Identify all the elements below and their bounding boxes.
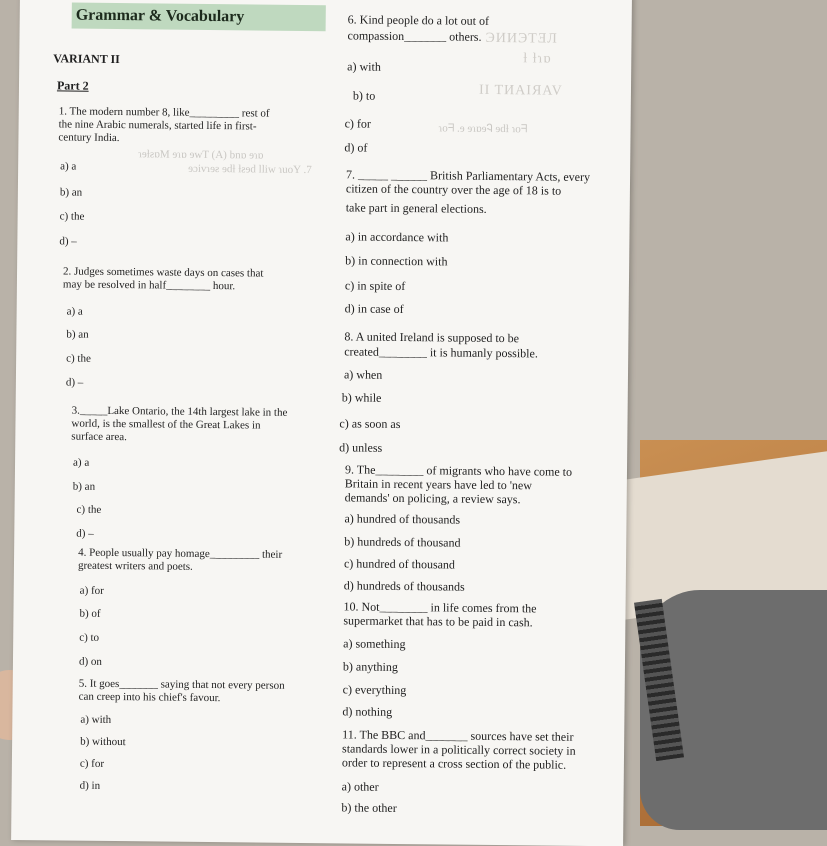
option-c[interactable]: c) the [76, 503, 102, 516]
question-8-text: created________ it is humanly possible. [344, 344, 538, 361]
option-a[interactable]: a) a [60, 160, 77, 173]
question-7-text: take part in general elections. [345, 200, 487, 216]
part-label: Part 2 [56, 78, 89, 93]
question-11-text: order to represent a cross section of the public. [341, 755, 567, 772]
option-c[interactable]: c) to [79, 631, 100, 644]
bleed-through-text: ɘɔivɿɘƨ ɘdƚ ƚƨɘd lliw ɿuoY .7 [188, 162, 312, 177]
option-b[interactable]: b) while [341, 390, 382, 405]
option-b[interactable]: b) anything [342, 659, 399, 674]
option-a[interactable]: a) for [79, 584, 104, 597]
question-7-text: citizen of the country over the age of 18 is to [345, 181, 562, 198]
question-9-text: 9. The________ of migrants who have come to [344, 462, 573, 479]
question-9-text: Britain in recent years have led to 'new [344, 476, 533, 493]
option-b[interactable]: b) to [352, 88, 376, 103]
option-d[interactable]: d) in case of [344, 301, 404, 317]
option-b[interactable]: b) an [59, 186, 83, 199]
option-d[interactable]: d) – [59, 235, 77, 248]
question-4-text: 4. People usually pay homage_________ their [78, 546, 283, 561]
option-a[interactable]: a) in accordance with [345, 229, 449, 245]
option-a[interactable]: a) something [343, 636, 406, 652]
question-7-text: 7. _____ ______ British Parliamentary Acts, every [346, 167, 591, 184]
option-b[interactable]: b) an [72, 480, 96, 493]
bleed-through-text: ЭИИЭТƎЛ [485, 30, 558, 47]
option-d[interactable]: d) in [79, 779, 101, 792]
worksheet-page [11, 0, 632, 846]
option-b[interactable]: b) without [80, 735, 126, 749]
bleed-through-text: ɿɘƚƨɒM ɘɿɒ ɘwT (A) bnɒ ɘɿɒ [138, 148, 264, 162]
option-b[interactable]: b) an [66, 328, 89, 341]
option-c[interactable]: c) in spite of [344, 278, 406, 294]
option-b[interactable]: b) hundreds of thousand [344, 534, 461, 550]
question-10-text: 10. Not________ in life comes from the [343, 599, 537, 616]
option-a[interactable]: a) when [343, 367, 383, 382]
option-b[interactable]: b) in connection with [345, 253, 448, 269]
question-6-text: 6. Kind people do a lot out of [347, 12, 490, 28]
option-a[interactable]: a) with [80, 713, 112, 726]
option-d[interactable]: d) – [65, 376, 84, 389]
page-title: Grammar & Vocabulary [75, 6, 245, 26]
option-d[interactable]: d) on [78, 655, 102, 668]
question-11-text: 11. The BBC and_______ sources have set their [342, 727, 574, 744]
option-c[interactable]: c) hundred of thousand [343, 556, 456, 572]
option-c[interactable]: c) for [79, 757, 105, 770]
option-a[interactable]: a) with [347, 59, 381, 74]
question-9-text: demands' on policing, a review says. [344, 490, 521, 507]
question-4-text: greatest writers and poets. [77, 559, 193, 573]
option-c[interactable]: c) as soon as [339, 416, 401, 432]
question-2-text: may be resolved in half________ hour. [62, 278, 236, 293]
question-3-text: surface area. [71, 430, 127, 444]
question-8-text: 8. A united Ireland is supposed to be [344, 329, 520, 346]
option-c[interactable]: c) the [66, 352, 91, 365]
option-a[interactable]: a) hundred of thousands [344, 511, 461, 527]
option-c[interactable]: c) the [59, 210, 85, 223]
question-11-text: standards lower in a politically correct society in [342, 741, 576, 758]
question-6-text: compassion_______ others. [347, 28, 482, 44]
variant-label: VARIANT II [53, 51, 120, 67]
bleed-through-text: II TИAIЯAV [478, 82, 563, 99]
bleed-through-text: ƚ ƚɿɒ [523, 51, 552, 67]
question-5-text: can creep into his chief's favour. [78, 690, 221, 705]
option-d[interactable]: d) hundreds of thousands [343, 578, 465, 594]
bleed-through-text: ɿoᖷ .ɘ ɘɿɒɘᎸ ɘdƚ ɿoᖷ [438, 122, 528, 136]
option-d[interactable]: d) unless [339, 440, 383, 455]
question-3-text: 3._____Lake Ontario, the 14th largest lake in the [71, 404, 288, 419]
option-d[interactable]: d) nothing [342, 704, 393, 719]
question-5-text: 5. It goes_______ saying that not every person [78, 677, 285, 692]
question-10-text: supermarket that has to be paid in cash. [343, 613, 533, 630]
option-c[interactable]: c) for [344, 116, 372, 131]
question-3-text: world, is the smallest of the Great Lakes in [71, 417, 261, 432]
question-2-text: 2. Judges sometimes waste days on cases that [62, 265, 264, 280]
option-a[interactable]: a) a [66, 305, 83, 318]
option-b[interactable]: b) of [79, 607, 101, 620]
question-1-text: the nine Arabic numerals, started life in first- [58, 118, 257, 133]
option-a[interactable]: a) other [341, 779, 379, 794]
option-b[interactable]: b) the other [341, 800, 397, 815]
question-1-text: 1. The modern number 8, like_________ rest of [58, 105, 270, 120]
option-c[interactable]: c) everything [342, 682, 407, 698]
option-d[interactable]: d) – [76, 527, 94, 540]
option-a[interactable]: a) a [72, 456, 90, 469]
question-1-text: century India. [58, 131, 120, 145]
option-d[interactable]: d) of [344, 140, 368, 155]
